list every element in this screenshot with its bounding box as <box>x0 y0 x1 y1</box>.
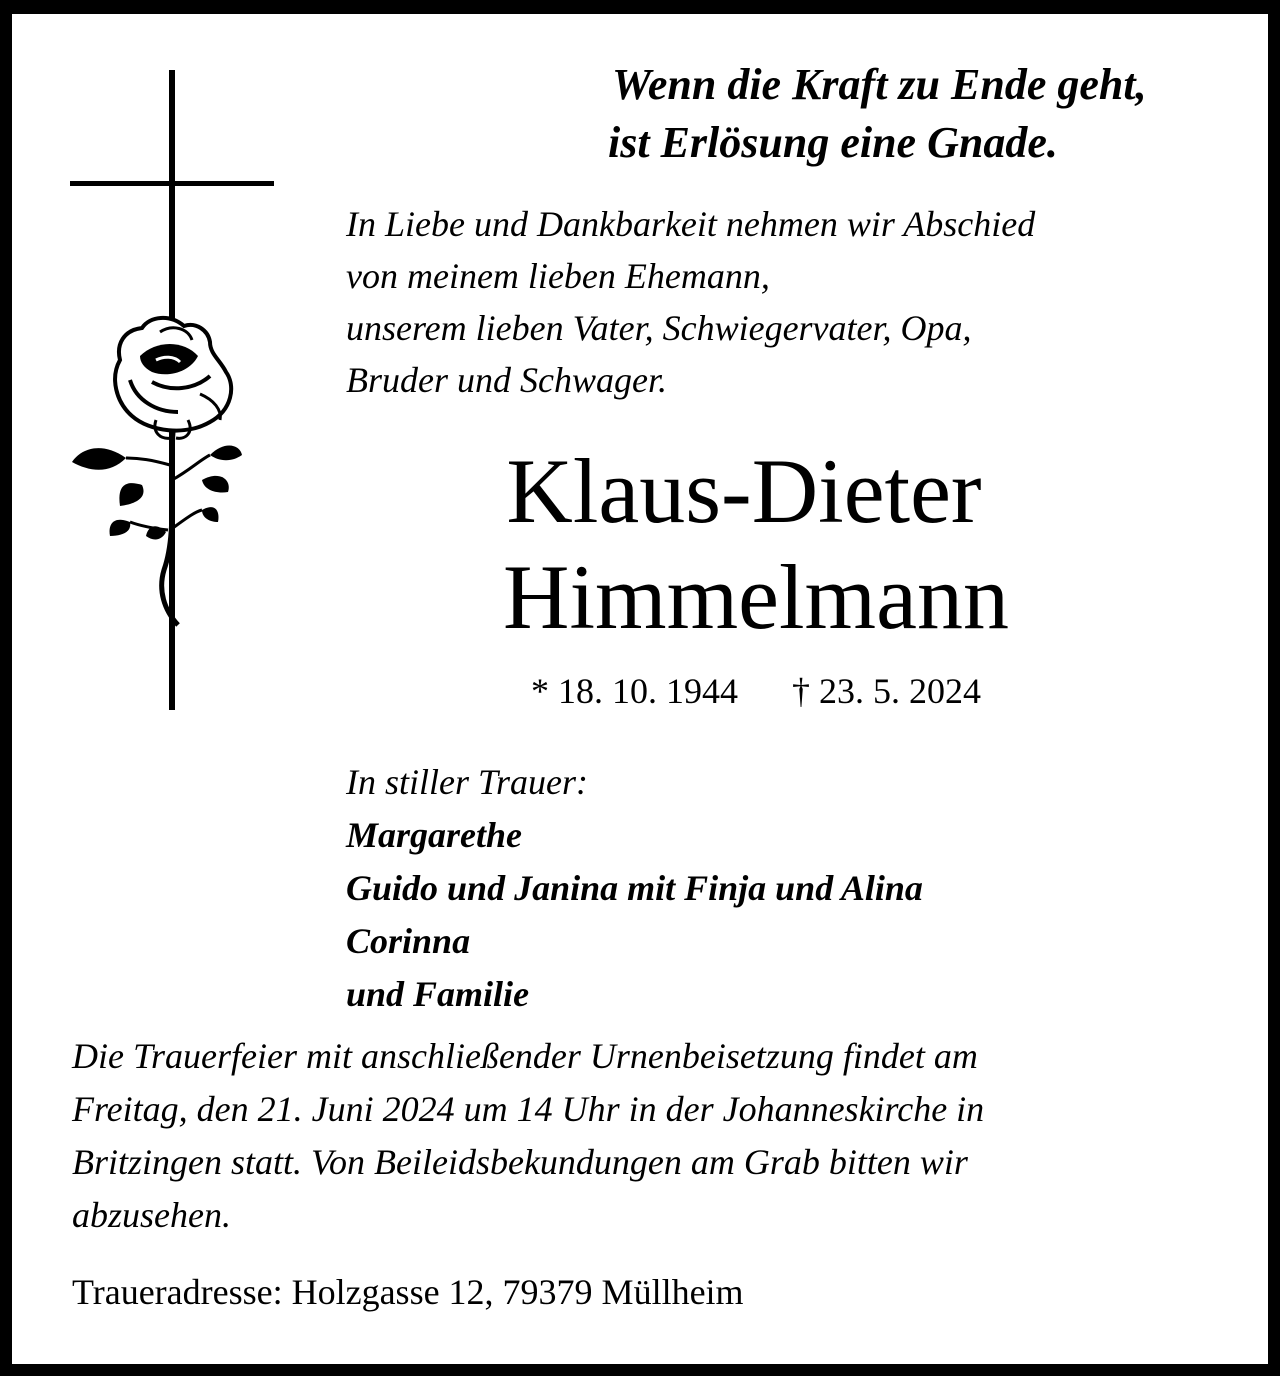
mourner-name: Guido und Janina mit Finja und Alina <box>346 868 923 908</box>
mourner-name: und Familie <box>346 974 530 1014</box>
mourners-block <box>346 756 923 1021</box>
intro-line-1: In Liebe und Dankbarkeit nehmen wir Abschied <box>346 204 1036 244</box>
ceremony-line-1: Die Trauerfeier mit anschließender Urnenbeisetzung findet am <box>72 1036 978 1076</box>
death-date: † 23. 5. 2024 <box>792 671 981 711</box>
mourner-name: Corinna <box>346 921 471 961</box>
ceremony-info <box>72 1030 984 1242</box>
deceased-name <box>346 438 1166 650</box>
intro-line-2: von meinem lieben Ehemann, <box>346 256 770 296</box>
intro-text <box>346 198 1035 406</box>
life-dates <box>346 668 1166 714</box>
motto-line-1: Wenn die Kraft zu Ende geht, <box>612 60 1147 109</box>
cross-with-rose-icon <box>60 60 290 720</box>
motto-line-2: ist Erlösung eine Gnade. <box>608 118 1058 167</box>
mourners-lead: In stiller Trauer: <box>346 762 589 802</box>
motto <box>560 56 1260 172</box>
ceremony-line-3: Britzingen statt. Von Beileidsbekundungen am Grab bitten wir <box>72 1142 968 1182</box>
mourning-address: Traueradresse: Holzgasse 12, 79379 Müllheim <box>72 1272 744 1312</box>
deceased-first-name: Klaus-Dieter <box>506 440 982 542</box>
ceremony-line-2: Freitag, den 21. Juni 2024 um 14 Uhr in der Johanneskirche in <box>72 1089 985 1129</box>
ceremony-line-4: abzusehen. <box>72 1195 231 1235</box>
intro-line-3: unserem lieben Vater, Schwiegervater, Opa, <box>346 308 972 348</box>
intro-line-4: Bruder und Schwager. <box>346 360 667 400</box>
deceased-last-name: Himmelmann <box>503 546 1009 648</box>
birth-date: * 18. 10. 1944 <box>531 671 738 711</box>
mourner-name: Margarethe <box>346 815 523 855</box>
